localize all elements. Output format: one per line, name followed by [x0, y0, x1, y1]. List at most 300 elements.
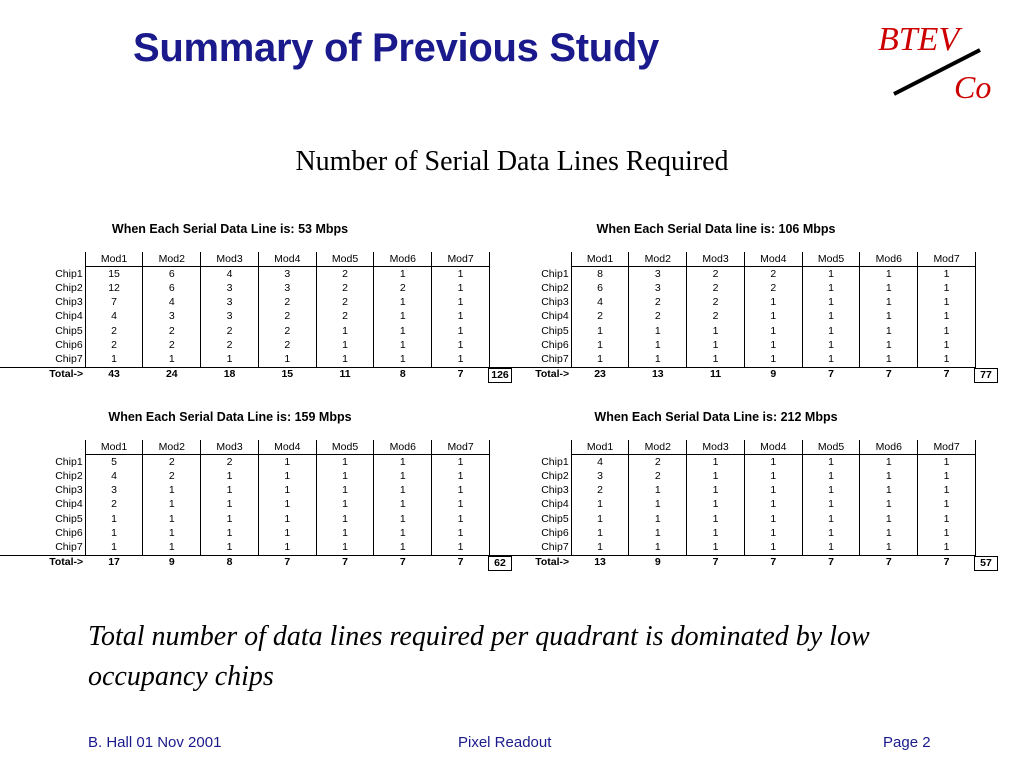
table-cell: 1	[802, 455, 860, 470]
table-row	[0, 526, 490, 540]
table-row	[486, 512, 976, 526]
table-cell: 1	[258, 512, 316, 526]
column-header: Mod1	[85, 252, 143, 267]
table-cell: 1	[802, 267, 860, 282]
table-cell: 3	[85, 484, 143, 498]
total-cell: 8	[374, 367, 432, 382]
table-cell: 1	[432, 338, 490, 352]
table-cell: 2	[687, 310, 745, 324]
row-label: Chip7	[0, 352, 85, 367]
table-cell: 2	[687, 267, 745, 282]
table-cell: 1	[432, 296, 490, 310]
table-cell: 1	[432, 455, 490, 470]
data-lines-table	[486, 252, 976, 382]
table-cell: 1	[744, 324, 802, 338]
table-cell: 3	[201, 296, 259, 310]
table-cell: 1	[744, 352, 802, 367]
table-cell: 1	[629, 352, 687, 367]
table-row	[486, 310, 976, 324]
total-cell: 8	[201, 555, 259, 570]
table-cell: 1	[860, 281, 918, 295]
table-cell: 1	[687, 540, 745, 555]
column-header: Mod4	[744, 252, 802, 267]
row-label: Chip5	[486, 512, 571, 526]
table-cell: 1	[258, 540, 316, 555]
column-header: Mod3	[201, 440, 259, 455]
total-row	[486, 555, 976, 570]
table-cell: 1	[374, 338, 432, 352]
table-cell: 1	[374, 484, 432, 498]
table-cell: 4	[201, 267, 259, 282]
row-label: Chip2	[486, 469, 571, 483]
total-cell: 23	[571, 367, 629, 382]
table-cell: 1	[201, 484, 259, 498]
table-row	[486, 296, 976, 310]
column-header: Mod2	[629, 252, 687, 267]
table-cell: 1	[201, 498, 259, 512]
table-cell: 1	[258, 526, 316, 540]
table-row	[486, 338, 976, 352]
table-cell: 1	[918, 484, 976, 498]
table-cell: 1	[432, 281, 490, 295]
table-cell: 1	[860, 338, 918, 352]
table-cell: 4	[143, 296, 201, 310]
total-label: Total->	[486, 367, 571, 382]
column-header: Mod5	[802, 252, 860, 267]
row-label: Chip2	[0, 281, 85, 295]
table-cell: 1	[258, 455, 316, 470]
table-cell: 3	[201, 281, 259, 295]
header-corner	[486, 440, 571, 455]
table-cell: 3	[258, 267, 316, 282]
table-cell: 1	[802, 540, 860, 555]
table-cell: 1	[374, 469, 432, 483]
table-row	[0, 296, 490, 310]
table-cell: 2	[316, 281, 374, 295]
row-label: Chip6	[0, 526, 85, 540]
table-cell: 1	[918, 469, 976, 483]
table-cell: 2	[258, 324, 316, 338]
table-cell: 1	[687, 352, 745, 367]
column-header: Mod2	[143, 252, 201, 267]
table-cell: 1	[201, 512, 259, 526]
conclusion-text: Total number of data lines required per quadrant is dominated by low occupancy chips	[88, 621, 870, 692]
table-cell: 1	[802, 469, 860, 483]
table-cell: 15	[85, 267, 143, 282]
table-cell: 1	[744, 455, 802, 470]
table-cell: 1	[629, 498, 687, 512]
total-cell: 7	[432, 367, 490, 382]
table-cell: 1	[374, 296, 432, 310]
table-cell: 1	[744, 526, 802, 540]
table-cell: 1	[860, 540, 918, 555]
table-cell: 1	[629, 338, 687, 352]
table-cell: 1	[143, 512, 201, 526]
footer-author-date: B. Hall 01 Nov 2001	[88, 734, 222, 751]
table-cell: 1	[918, 540, 976, 555]
table-cell: 1	[744, 540, 802, 555]
table-cell: 1	[316, 338, 374, 352]
total-label: Total->	[486, 555, 571, 570]
table-cell: 1	[432, 267, 490, 282]
table-cell: 2	[629, 455, 687, 470]
table-cell: 1	[85, 512, 143, 526]
table-row	[0, 540, 490, 555]
table-cell: 3	[571, 469, 629, 483]
table-cell: 1	[432, 469, 490, 483]
row-label: Chip1	[0, 455, 85, 470]
table-cell: 1	[918, 310, 976, 324]
table-cell: 1	[687, 512, 745, 526]
table-row	[486, 540, 976, 555]
table-cell: 1	[143, 498, 201, 512]
column-header: Mod3	[687, 252, 745, 267]
table-row	[486, 484, 976, 498]
table-cell: 1	[918, 498, 976, 512]
table-cell: 3	[258, 281, 316, 295]
total-cell: 13	[571, 555, 629, 570]
grand-total: 126	[488, 368, 512, 383]
table-cell: 1	[571, 352, 629, 367]
column-header: Mod1	[85, 440, 143, 455]
table-row	[486, 281, 976, 295]
total-label: Total->	[0, 367, 85, 382]
total-row	[0, 555, 490, 570]
table-cell: 1	[744, 469, 802, 483]
table-cell: 1	[802, 324, 860, 338]
table-cell: 1	[629, 484, 687, 498]
subtitle: Number of Serial Data Lines Required	[295, 146, 729, 177]
table-cell: 1	[571, 526, 629, 540]
column-header: Mod2	[143, 440, 201, 455]
grand-total: 57	[974, 556, 998, 571]
table-cell: 1	[687, 484, 745, 498]
data-lines-table	[0, 440, 490, 570]
table-cell: 1	[258, 469, 316, 483]
table-cell: 1	[802, 281, 860, 295]
table-cell: 1	[860, 310, 918, 324]
table-row	[0, 267, 490, 282]
table-cell: 1	[201, 469, 259, 483]
table-title: When Each Serial Data Line is: 159 Mbps	[108, 410, 352, 424]
table-cell: 1	[316, 540, 374, 555]
table-cell: 1	[432, 512, 490, 526]
table-cell: 1	[744, 338, 802, 352]
column-header: Mod4	[744, 440, 802, 455]
data-lines-table	[486, 440, 976, 570]
column-header: Mod7	[432, 252, 490, 267]
table-cell: 2	[258, 338, 316, 352]
table-cell: 2	[143, 469, 201, 483]
table-title: When Each Serial Data Line is: 53 Mbps	[111, 222, 349, 236]
table-cell: 1	[143, 526, 201, 540]
total-row	[486, 367, 976, 382]
table-cell: 8	[571, 267, 629, 282]
table-cell: 1	[316, 455, 374, 470]
table-cell: 2	[143, 455, 201, 470]
table-cell: 3	[629, 281, 687, 295]
total-cell: 11	[687, 367, 745, 382]
total-cell: 7	[258, 555, 316, 570]
total-cell: 9	[744, 367, 802, 382]
row-label: Chip1	[0, 267, 85, 282]
column-header: Mod1	[571, 440, 629, 455]
table-cell: 1	[918, 267, 976, 282]
header-corner	[0, 252, 85, 267]
table-cell: 2	[316, 310, 374, 324]
row-label: Chip4	[486, 498, 571, 512]
table-row	[0, 469, 490, 483]
table-cell: 6	[571, 281, 629, 295]
table-cell: 2	[258, 296, 316, 310]
row-label: Chip1	[486, 455, 571, 470]
table-cell: 4	[85, 310, 143, 324]
table-cell: 2	[316, 267, 374, 282]
page-title: Summary of Previous Study	[133, 26, 659, 70]
table-cell: 1	[201, 540, 259, 555]
table-cell: 1	[316, 512, 374, 526]
table-cell: 1	[802, 338, 860, 352]
table-row	[0, 455, 490, 470]
table-row	[0, 352, 490, 367]
total-cell: 7	[744, 555, 802, 570]
table-cell: 1	[316, 352, 374, 367]
table-row	[486, 498, 976, 512]
table-cell: 3	[143, 310, 201, 324]
table-cell: 1	[744, 310, 802, 324]
table-cell: 1	[374, 540, 432, 555]
total-cell: 13	[629, 367, 687, 382]
table-cell: 4	[85, 469, 143, 483]
table-cell: 1	[860, 484, 918, 498]
column-header: Mod7	[918, 440, 976, 455]
total-cell: 7	[918, 367, 976, 382]
table-cell: 1	[687, 455, 745, 470]
total-cell: 7	[374, 555, 432, 570]
table-cell: 1	[432, 352, 490, 367]
table-cell: 1	[744, 296, 802, 310]
table-cell: 1	[432, 484, 490, 498]
table-cell: 1	[918, 296, 976, 310]
column-header: Mod3	[687, 440, 745, 455]
row-label: Chip2	[486, 281, 571, 295]
table-cell: 1	[316, 469, 374, 483]
logo-top-text: BTEV	[878, 21, 960, 58]
column-header: Mod5	[316, 252, 374, 267]
table-cell: 1	[571, 512, 629, 526]
total-cell: 24	[143, 367, 201, 382]
row-label: Chip5	[0, 512, 85, 526]
table-row	[486, 455, 976, 470]
table-cell: 1	[860, 512, 918, 526]
table-cell: 1	[687, 324, 745, 338]
table-cell: 1	[571, 540, 629, 555]
table-cell: 2	[687, 281, 745, 295]
row-label: Chip3	[0, 484, 85, 498]
column-header: Mod5	[802, 440, 860, 455]
column-header: Mod4	[258, 440, 316, 455]
column-header: Mod3	[201, 252, 259, 267]
table-cell: 2	[143, 338, 201, 352]
table-cell: 1	[143, 540, 201, 555]
total-cell: 9	[143, 555, 201, 570]
column-header: Mod6	[374, 440, 432, 455]
row-label: Chip3	[486, 296, 571, 310]
table-row	[486, 267, 976, 282]
table-row	[486, 324, 976, 338]
table-cell: 1	[744, 484, 802, 498]
table-cell: 2	[201, 455, 259, 470]
table-cell: 1	[629, 512, 687, 526]
total-cell: 7	[316, 555, 374, 570]
table-title: When Each Serial Data Line is: 212 Mbps	[594, 410, 838, 424]
table-row	[0, 310, 490, 324]
table-cell: 1	[432, 526, 490, 540]
row-label: Chip1	[486, 267, 571, 282]
table-cell: 4	[571, 455, 629, 470]
table-cell: 1	[918, 455, 976, 470]
table-row	[0, 281, 490, 295]
row-label: Chip7	[486, 540, 571, 555]
table-row	[0, 324, 490, 338]
table-cell: 1	[316, 526, 374, 540]
table-cell: 1	[143, 484, 201, 498]
table-row	[0, 512, 490, 526]
footer-page: Page 2	[883, 734, 931, 751]
row-label: Chip6	[0, 338, 85, 352]
row-label: Chip7	[486, 352, 571, 367]
table-cell: 1	[860, 526, 918, 540]
table-row	[486, 352, 976, 367]
table-row	[0, 484, 490, 498]
table-cell: 1	[860, 296, 918, 310]
table-cell: 1	[374, 267, 432, 282]
data-lines-table	[0, 252, 490, 382]
table-cell: 1	[802, 526, 860, 540]
table-cell: 1	[802, 498, 860, 512]
table-row	[0, 338, 490, 352]
table-cell: 2	[258, 310, 316, 324]
total-cell: 11	[316, 367, 374, 382]
table-cell: 1	[744, 498, 802, 512]
table-cell: 1	[432, 324, 490, 338]
table-cell: 1	[85, 526, 143, 540]
table-cell: 1	[860, 455, 918, 470]
table-cell: 1	[687, 498, 745, 512]
row-label: Chip6	[486, 338, 571, 352]
table-cell: 1	[860, 267, 918, 282]
row-label: Chip6	[486, 526, 571, 540]
table-cell: 1	[687, 469, 745, 483]
column-header: Mod7	[432, 440, 490, 455]
table-row	[0, 498, 490, 512]
table-cell: 1	[802, 484, 860, 498]
row-label: Chip4	[486, 310, 571, 324]
total-cell: 7	[687, 555, 745, 570]
table-cell: 1	[687, 338, 745, 352]
table-cell: 1	[432, 310, 490, 324]
table-cell: 1	[918, 512, 976, 526]
column-header: Mod6	[860, 252, 918, 267]
total-cell: 7	[860, 367, 918, 382]
footer-center: Pixel Readout	[458, 734, 552, 751]
table-cell: 1	[687, 526, 745, 540]
table-cell: 1	[316, 484, 374, 498]
table-cell: 5	[85, 455, 143, 470]
table-cell: 2	[201, 324, 259, 338]
table-cell: 1	[143, 352, 201, 367]
table-cell: 4	[571, 296, 629, 310]
table-cell: 1	[374, 526, 432, 540]
table-cell: 2	[571, 310, 629, 324]
column-header: Mod7	[918, 252, 976, 267]
table-cell: 2	[687, 296, 745, 310]
table-cell: 1	[802, 352, 860, 367]
table-cell: 2	[316, 296, 374, 310]
table-cell: 1	[918, 324, 976, 338]
header-corner	[0, 440, 85, 455]
total-cell: 7	[860, 555, 918, 570]
table-cell: 2	[629, 310, 687, 324]
total-cell: 7	[802, 367, 860, 382]
column-header: Mod6	[374, 252, 432, 267]
total-label: Total->	[0, 555, 85, 570]
table-cell: 1	[374, 324, 432, 338]
table-cell: 1	[201, 352, 259, 367]
total-cell: 15	[258, 367, 316, 382]
table-cell: 1	[571, 498, 629, 512]
table-cell: 1	[918, 338, 976, 352]
table-cell: 2	[629, 296, 687, 310]
row-label: Chip4	[0, 310, 85, 324]
column-header: Mod4	[258, 252, 316, 267]
table-cell: 3	[201, 310, 259, 324]
table-cell: 3	[629, 267, 687, 282]
table-cell: 1	[258, 352, 316, 367]
table-cell: 1	[571, 324, 629, 338]
row-label: Chip3	[0, 296, 85, 310]
table-title: When Each Serial Data line is: 106 Mbps	[596, 222, 836, 236]
table-cell: 2	[571, 484, 629, 498]
table-cell: 2	[629, 469, 687, 483]
total-cell: 7	[802, 555, 860, 570]
table-cell: 1	[629, 526, 687, 540]
grand-total: 77	[974, 368, 998, 383]
header-corner	[486, 252, 571, 267]
table-cell: 1	[860, 498, 918, 512]
table-cell: 1	[860, 324, 918, 338]
table-cell: 2	[143, 324, 201, 338]
table-cell: 1	[432, 540, 490, 555]
total-row	[0, 367, 490, 382]
table-cell: 12	[85, 281, 143, 295]
row-label: Chip3	[486, 484, 571, 498]
table-row	[486, 469, 976, 483]
table-cell: 1	[918, 352, 976, 367]
table-cell: 1	[744, 512, 802, 526]
table-cell: 6	[143, 281, 201, 295]
table-cell: 2	[201, 338, 259, 352]
table-cell: 1	[85, 352, 143, 367]
row-label: Chip7	[0, 540, 85, 555]
total-cell: 7	[432, 555, 490, 570]
btev-logo	[868, 14, 1008, 104]
column-header: Mod6	[860, 440, 918, 455]
total-cell: 18	[201, 367, 259, 382]
column-header: Mod2	[629, 440, 687, 455]
table-cell: 2	[744, 267, 802, 282]
table-cell: 1	[918, 281, 976, 295]
